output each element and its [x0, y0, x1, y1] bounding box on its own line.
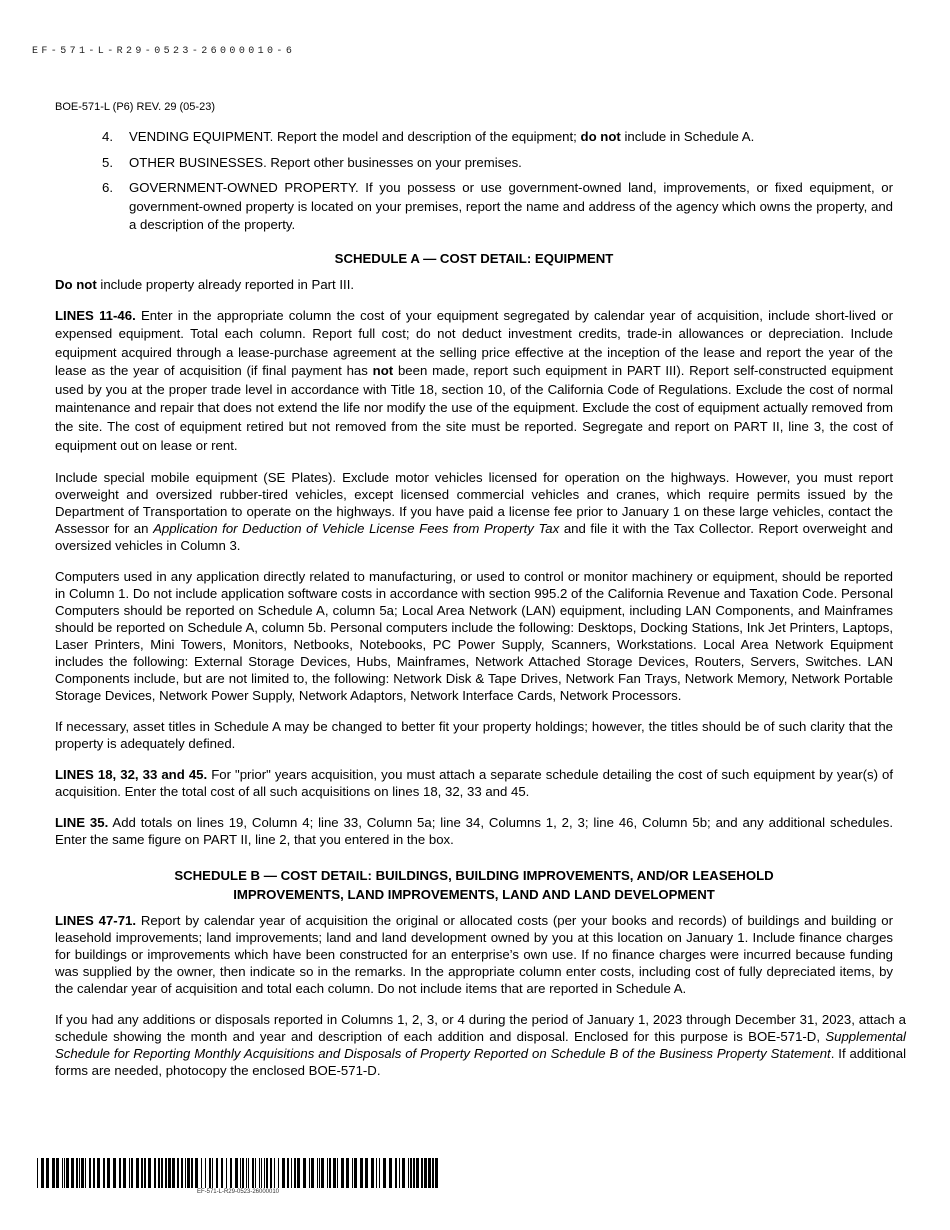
barcode-image	[37, 1158, 439, 1188]
mobile-equipment-paragraph: Include special mobile equipment (SE Plates). Exclude motor vehicles licensed for operation on the highways. However, you must report overweight and oversized rubber-tired vehicles, except licensed commercial vehicles and cranes, which require permits issued by the Department of Transportation to operate on the highways. If you have paid a license fee prior to January 1 on these large vehicles, contact the Assessor for an Application for Deduction of Vehicle License Fees from Property Tax and file it with the Tax Collector. Report overweight and oversized vehicles in Column 3.	[55, 470, 894, 554]
lines-47-71-paragraph: LINES 47-71. Report by calendar year of acquisition the original or allocated costs (per your books and records) of buildings and building or leasehold improvements; land improvements; land and land development owned by you at this location on January 1. Include finance charges for buildings or improvements which have been constructed for an enterprise’s own use. If no finance charges were incurred because funding was supplied by the owner, then indicate so in the remarks. In the appropriate column enter costs, including cost of fully depreciated items, by the calendar year of acquisition and total each column. Do not include items that are reported in Schedule A.	[55, 913, 893, 997]
barcode-caption: EF-571-L-R29-0523-26000010	[196, 1189, 280, 1195]
list-item-other-businesses: 5. OTHER BUSINESSES. Report other businesses on your premises.	[102, 154, 522, 170]
document-body	[55, 128, 907, 1093]
schedule-a-intro: Do not include property already reported in Part III.	[55, 276, 355, 292]
form-id-header: EF-571-L-R29-0523-26000010-6	[32, 46, 296, 57]
asset-titles-paragraph: If necessary, asset titles in Schedule A may be changed to better fit your property holdings; however, the titles should be of such clarity that the property is adequately defined.	[55, 719, 893, 752]
schedule-a-heading: SCHEDULE A — COST DETAIL: EQUIPMENT	[334, 250, 614, 266]
list-item-vending: 4. VENDING EQUIPMENT. Report the model and description of the equipment; do not include in Schedule A.	[102, 129, 755, 144]
computers-paragraph: Computers used in any application directly related to manufacturing, or used to control or monitor machinery or equipment, should be reported in Column 1. Do not include application software costs in accordance with section 995.2 of the California Revenue and Taxation Code. Personal Computers should be reported on Schedule A, column 5a; Local Area Network (LAN) equipment, including LAN Components, and Mainframes should be reported on Schedule A, column 5b. Personal computers include the following: Desktops, Docking Stations, Ink Jet Printers, Laptops, Laser Printers, Mini Towers, Monitors, Netbooks, Notebooks, PC Power Supply, Scanners, Workstations. Local Area Network Equipment includes the following: External Storage Devices, Hubs, Mainframes, Network Attached Storage Devices, Routers, Servers, Switches. LAN Components include, but are not limited to, the following: Network Disk & Tape Drives, Network Fan Trays, Network Memory, Network Portable Storage Devices, Network Power Supply, Network Adaptors, Network Interface Cards, Network Processors.	[55, 569, 893, 704]
form-revision: BOE-571-L (P6) REV. 29 (05-23)	[55, 101, 215, 113]
additions-disposals-paragraph: If you had any additions or disposals reported in Columns 1, 2, 3, or 4 during the period of January 1, 2023 through December 31, 2023, attach a schedule showing the month and year and description of each addition and disposal. Enclosed for this purpose is BOE-571-D, Supplemental Schedule for Reporting Monthly Acquisitions and Disposals of Property Reported on Schedule B of the Business Property Statement. If additional forms are needed, photocopy the enclosed BOE-571-D.	[55, 1012, 907, 1079]
lines-11-46-paragraph: LINES 11-46. Enter in the appropriate column the cost of your equipment segregated by calendar year of acquisition, include short-lived or expensed equipment. Total each column. Report full cost; do not deduct investment credits, trade-in allowances or depreciation. Include equipment acquired through a lease-purchase agreement at the selling price effective at the inception of the lease and report the year of the lease as the year of acquisition (if final payment has not been made, report such equipment in PART III). Report self-constructed equipment used by you at the proper trade level in accordance with Title 18, section 10, of the California Code of Regulations. Exclude the cost of normal maintenance and repair that does not extend the life nor modify the use of the equipment. Exclude the cost of equipment actually removed from the site. The cost of equipment retired but not removed from the site must be reported. Segregate and report on PART II, line 3, the cost of equipment out on lease or rent.	[55, 307, 893, 453]
line-35-paragraph: LINE 35. Add totals on lines 19, Column 4; line 33, Column 5a; line 34, Columns 1, 2, 3; line 46, Column 5b; and any additional schedules. Enter the same figure on PART II, line 2, that you entered in the box.	[55, 815, 893, 848]
instruction-list	[55, 128, 893, 235]
schedule-b-heading: SCHEDULE B — COST DETAIL: BUILDINGS, BUILDING IMPROVEMENTS, AND/OR LEASEHOLD IMPROVEMENTS, LAND IMPROVEMENTS, LAND AND LAND DEVELOPMENT	[174, 868, 774, 903]
list-item-government-property: 6. GOVERNMENT-OWNED PROPERTY. If you possess or use government-owned land, improvements, or fixed equipment, or government-owned property is located on your premises, report the name and address of the agency which owns the property, and a description of the property.	[102, 180, 893, 232]
lines-18-32-33-45-paragraph: LINES 18, 32, 33 and 45. For "prior" years acquisition, you must attach a separate schedule detailing the cost of such equipment by year(s) of acquisition. Enter the total cost of all such acquisitions on lines 18, 32, 33 and 45.	[55, 767, 894, 800]
